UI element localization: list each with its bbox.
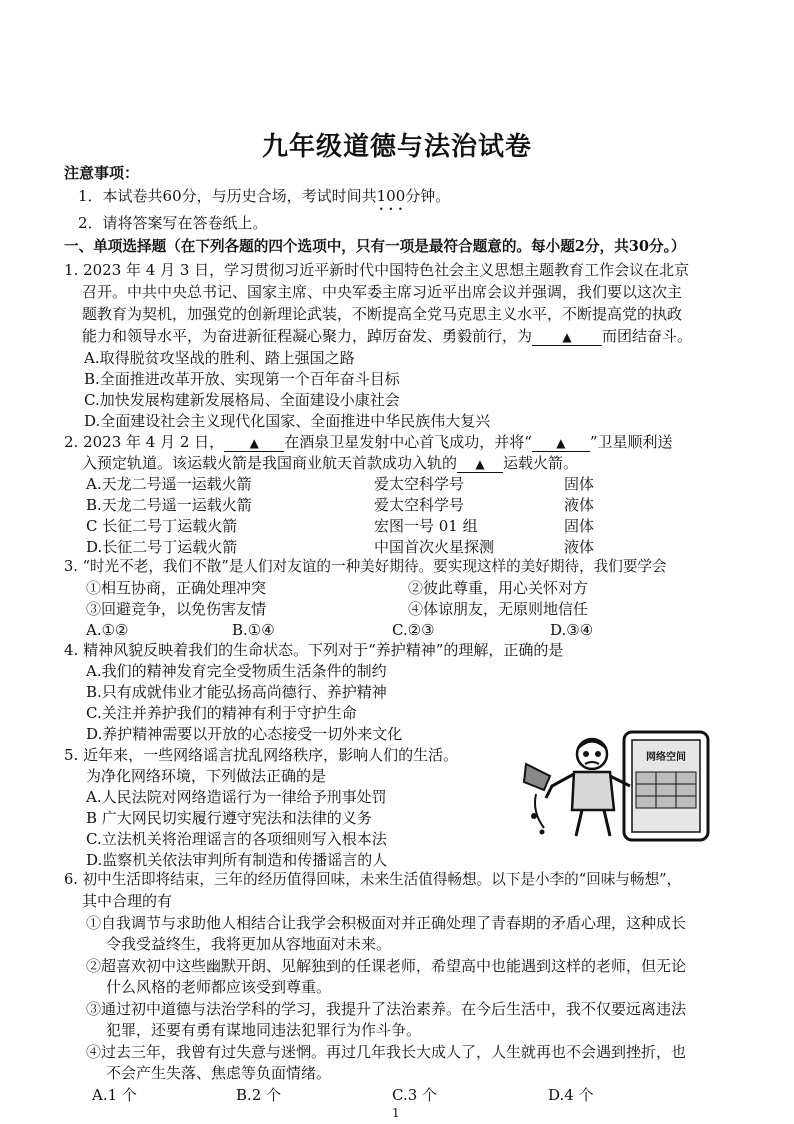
q6-statement-2-line-2: 什么风格的老师都应该受到尊重。 [106,978,332,996]
q6-statement-3-line-2: 犯罪，还要有勇有谋地同违法犯罪行为作斗争。 [106,1021,422,1039]
q5-option-a: A.人民法院对网络造谣行为一律给予刑事处罚 [86,788,387,806]
q2-option-a-fuel: 固体 [564,475,595,493]
q2-option-d-rocket: D.长征二号丁运载火箭 [86,538,238,556]
page-number: 1 [392,1106,400,1120]
q1-option-c: C.加快发展构建新发展格局、全面建设小康社会 [84,391,400,409]
q6-stem-line-1: 6. 初中生活即将结束，三年的经历值得回味，未来生活值得畅想。以下是小李的“回味与畅想”， [64,871,682,888]
q6-option-d: D.4 个 [548,1086,594,1104]
q6-statement-4-line-1: ④过去三年，我曾有过失意与迷惘。再过几年我长大成人了，人生就再也不会遇到挫折，也 [86,1043,687,1061]
q6-option-a: A.1 个 [92,1086,137,1104]
q2-answer-blank-1: ▲ [224,435,284,452]
q6-statement-1-line-1: ①自我调节与求助他人相结合让我学会积极面对并正确处理了青春期的矛盾心理，这种成长 [86,914,687,932]
q5-option-b: B 广大网民切实履行遵守宪法和法律的义务 [86,809,372,827]
notes-item-1 [78,186,450,214]
q4-option-c: C.关注并养护我们的精神有利于守护生命 [86,704,357,722]
q2-answer-blank-3: ▲ [457,456,503,473]
q1-option-b: B.全面推进改革开放、实现第一个百年奋斗目标 [84,370,400,388]
q4-stem: 4. 精神风貌反映着我们的生命状态。下列对于“养护精神”的理解，正确的是 [64,641,564,659]
q4-option-d: D.养护精神需要以开放的心态接受一切外来文化 [86,725,403,743]
q1-stem-line-2: 召开。中共中央总书记、国家主席、中央军委主席习近平出席会议并强调，我们要以这次主 [82,283,683,301]
q2-option-c-fuel: 固体 [564,517,595,535]
q3-statement-1: ①相互协商，正确处理冲突 [86,579,267,597]
q6-option-c: C.3 个 [392,1086,438,1104]
screen-grid [636,772,696,808]
q3-option-d: D.③④ [550,621,594,639]
q2-option-b-rocket: B.天龙二号遥一运载火箭 [86,496,252,514]
notes-item-1-emphasis: 100 [376,187,406,205]
q1-stem-line-1: 1. 2023 年 4 月 3 日，学习贯彻习近平新时代中国特色社会主义思想主题教育工作会议在北京 [64,261,690,279]
q2-stem-text-4: 入预定轨道。该运载火箭是我国商业航天首款成功入轨的 [82,454,458,472]
q1-answer-blank: ▲ [532,329,602,346]
q2-stem-text-1: 2. 2023 年 4 月 2 日， [64,433,225,451]
section-1-heading: 一、单项选择题（在下列各题的四个选项中，只有一项是最符合题意的。每小题2分，共30分。） [64,238,686,255]
q6-statement-2-line-1: ②超喜欢初中这些幽默开朗、见解独到的任课老师，希望高中也能遇到这样的老师，但无论 [86,957,687,975]
exam-title: 九年级道德与法治试卷 [261,132,532,162]
megaphone-icon [524,764,550,790]
q3-stem: 3. “时光不老，我们不散”是人们对友谊的一种美好期待。要实现这样的美好期待，我们要学会 [64,558,667,575]
q5-stem-line-2: 为净化网络环境，下列做法正确的是 [86,767,327,785]
q3-option-b: B.①④ [232,621,275,639]
q2-answer-blank-2: ▲ [532,435,590,452]
q6-stem-line-2: 其中合理的有 [82,892,173,910]
q2-stem-text-3: ”卫星顺利送 [589,433,673,451]
q2-option-c-rocket: C 长征二号丁运载火箭 [86,517,238,535]
q4-option-a: A.我们的精神发育完全受物质生活条件的制约 [86,662,387,680]
q5-option-c: C.立法机关将治理谣言的各项细则写入根本法 [86,830,387,848]
q2-option-d-satellite: 中国首次火星探测 [374,538,495,556]
q2-option-a-satellite: 爱太空科学号 [374,475,465,493]
q2-stem-line-1 [64,432,673,452]
q5-stem-line-1: 5. 近年来，一些网络谣言扰乱网络秩序，影响人们的生活。 [64,746,459,764]
notes-heading: 注意事项： [64,164,140,182]
notes-item-1-text: 1．本试卷共60分，与历史合场，考试时间共 [78,187,377,205]
q2-option-b-fuel: 液体 [564,496,595,514]
q6-option-b: B.2 个 [236,1086,282,1104]
q3-statement-4: ④体谅朋友，无原则地信任 [408,600,589,618]
cyber-rumor-cartoon [522,724,712,842]
q1-stem-line-3: 题教育为契机，加强党的创新理论武装，不断提高全党马克思主义水平，不断提高党的执政 [82,305,683,323]
q1-stem-line-4-text: 能力和领导水平，为奋进新征程凝心聚力，踔厉奋发、勇毅前行，为 [82,327,533,345]
q6-statement-1-line-2: 令我受益终生，我将更加从容地面对未来。 [106,935,392,953]
q3-statement-2: ②彼此尊重，用心关怀对方 [408,579,589,597]
q1-option-a: A.取得脱贫攻坚战的胜利、踏上强国之路 [84,349,355,367]
q4-option-b: B.只有成就伟业才能弘扬高尚德行、养护精神 [86,683,387,701]
notes-item-1-suffix: 分钟。 [405,187,451,205]
person-body [572,772,614,810]
q3-option-c: C.②③ [392,621,435,639]
q2-option-c-satellite: 宏图一号 01 组 [374,517,478,535]
notes-item-2: 2．请将答案写在答卷纸上。 [78,214,268,232]
q6-statement-4-line-2: 不会产生失落、焦虑等负面情绪。 [106,1064,332,1082]
q6-statement-3-line-1: ③通过初中道德与法治学科的学习，我提升了法治素养。在今后生活中，我不仅要远离违法 [86,1000,687,1018]
q2-option-b-satellite: 爱太空科学号 [374,496,465,514]
q3-statement-3: ③回避竞争，以免伤害友情 [86,600,267,618]
q5-option-d: D.监察机关依法审判所有制造和传播谣言的人 [86,851,388,869]
q2-stem-text-5: 运载火箭。 [503,454,579,472]
q1-stem-line-4 [82,326,692,346]
q2-option-d-fuel: 液体 [564,538,595,556]
cartoon-label: 网络空间 [646,752,686,763]
q3-option-a: A.①② [86,621,129,639]
q1-stem-line-4-suffix: 而团结奋斗。 [602,327,693,345]
q2-stem-line-2 [82,453,578,473]
q2-stem-text-2: 在酒泉卫星发射中心首飞成功，并将“ [284,433,532,451]
q1-option-d: D.全面建设社会主义现代化国家、全面推进中华民族伟大复兴 [84,412,491,430]
q2-option-a-rocket: A.天龙二号遥一运载火箭 [86,475,252,493]
